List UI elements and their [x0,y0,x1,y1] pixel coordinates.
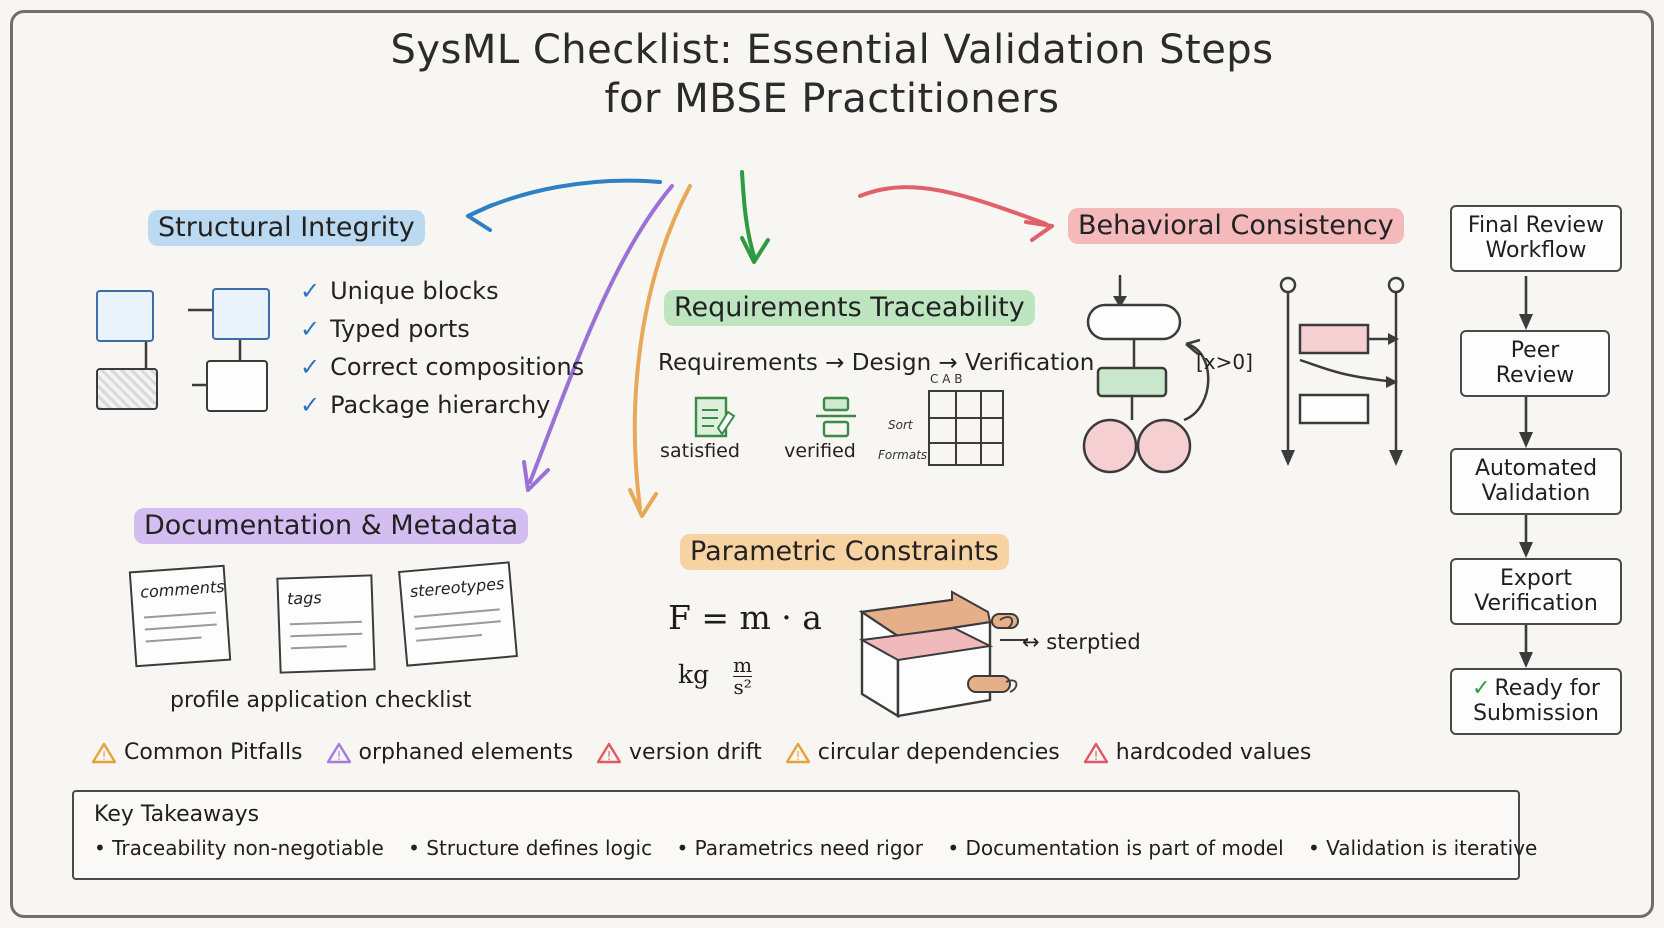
check-icon: ✓ [300,391,321,419]
pitfall-label-group [92,740,303,765]
pitfall-item [327,740,574,765]
section-heading-requirements: Requirements Traceability [664,290,1035,326]
pitfalls-label: Common Pitfalls [124,740,303,765]
warning-triangle-icon [786,742,810,763]
workflow-step-line1: Final Review [1467,213,1605,238]
unit-mass: kg [678,660,710,689]
checklist-item: ✓ Package hierarchy [300,391,551,419]
svg-text:!: ! [336,749,341,763]
satisfied-icon [688,392,742,444]
pitfall-text: circular dependencies [817,740,1060,765]
check-icon: ✓ [300,315,321,343]
warning-triangle-icon [92,742,116,763]
verified-label: verified [784,440,856,462]
takeaway-item: • Structure defines logic [408,836,653,860]
pitfall-item [597,740,762,765]
workflow-step-line1: ✓ Ready for [1472,676,1600,701]
takeaways-items [94,836,1555,860]
workflow-step-peer-review[interactable] [1460,330,1610,397]
doc-card-tags [276,574,375,673]
title-line-2: for MBSE Practitioners [604,75,1060,122]
verified-icon [810,394,864,446]
guard-condition-label: [x>0] [1196,350,1253,374]
workflow-step-line2: Validation [1481,481,1591,507]
pitfall-text: version drift [629,740,762,765]
traceability-matrix-icon [928,390,1004,466]
takeaway-item: • Validation is iterative [1308,836,1538,860]
doc-card-title: tags [286,588,322,609]
warning-triangle-icon [597,742,621,763]
pitfall-text: orphaned elements [358,740,574,765]
takeaways-title: Key Takeaways [94,802,260,827]
workflow-step-automated-validation[interactable] [1450,448,1622,515]
workflow-step-line1: Automated [1474,456,1598,481]
unit-acceleration: $\frac{m}{\text{s²}}$ [733,653,753,699]
title-line-1: SysML Checklist: Essential Validation Steps [390,27,1274,73]
structural-checklist [300,272,584,424]
requirements-flow-text: Requirements → Design → Verification [658,350,1095,376]
workflow-step-export-verification[interactable] [1450,558,1622,625]
warning-triangle-icon [327,742,351,763]
takeaway-item: • Traceability non-negotiable [94,836,384,860]
double-arrow-icon: ↔ [1022,630,1040,654]
workflow-step-line2: Workflow [1485,238,1587,264]
section-heading-documentation: Documentation & Metadata [134,508,528,544]
svg-text:!: ! [1093,749,1099,763]
section-heading-behavioral: Behavioral Consistency [1068,208,1404,244]
workflow-step-line1: Peer [1510,338,1560,363]
warning-triangle-icon [1084,742,1108,763]
workflow-step-final-review[interactable] [1450,205,1622,272]
doc-card-stereotypes [398,561,518,666]
doc-card-comments [129,565,231,667]
block-shape [96,290,154,342]
block-shape [212,288,270,340]
svg-text:!: ! [795,749,801,763]
check-icon: ✓ [300,277,321,305]
page-title [0,26,1664,124]
check-icon: ✓ [300,353,321,381]
svg-text:!: ! [606,749,612,763]
satisfied-label: satisfied [660,440,740,462]
section-heading-structural: Structural Integrity [148,210,425,246]
matrix-left-label-2: Sort [888,418,913,432]
svg-text:!: ! [101,749,107,763]
workflow-step-line1: Export [1499,566,1572,591]
pitfall-item [1084,740,1312,765]
checklist-item: ✓ Correct compositions [300,353,585,381]
common-pitfalls-row [92,740,1325,765]
checklist-item: ✓ Unique blocks [300,277,499,305]
board-border [10,10,1654,918]
doc-card-title: stereotypes [409,573,506,602]
workflow-step-line2: Submission [1473,701,1599,727]
pitfall-text: hardcoded values [1115,740,1312,765]
documentation-caption: profile application checklist [170,688,472,713]
section-heading-parametric: Parametric Constraints [680,534,1009,570]
matrix-top-label: C A B [930,372,963,386]
takeaway-item: • Parametrics need rigor [676,836,923,860]
doc-card-title: comments [139,576,226,602]
checklist-item: ✓ Typed ports [300,315,470,343]
pitfall-item [786,740,1060,765]
key-takeaways-panel [72,790,1538,880]
matrix-left-label-3: Formats [878,448,928,462]
check-icon: ✓ [1472,676,1491,701]
parametric-annotation: ↔ sterptied [1022,630,1141,654]
takeaway-item: • Documentation is part of model [947,836,1284,860]
workflow-step-line2: Review [1495,363,1575,389]
block-shape [206,360,268,412]
parametric-units [678,655,752,698]
parametric-formula: F = m · a [668,598,822,637]
workflow-step-ready-for-submission[interactable] [1450,668,1622,735]
block-shape-hatched [96,368,158,410]
workflow-step-line2: Verification [1474,591,1598,617]
